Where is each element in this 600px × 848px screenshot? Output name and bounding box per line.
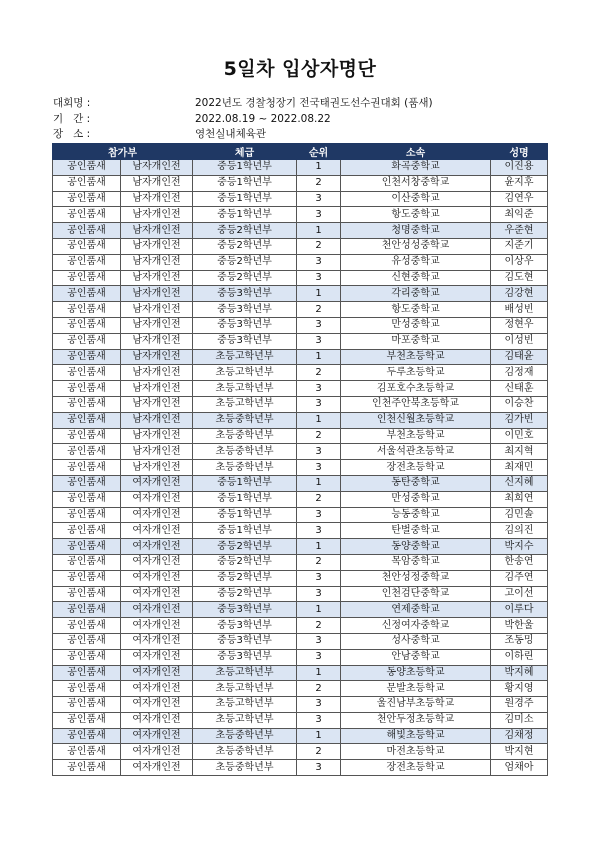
table-row [53, 207, 548, 223]
cell-division: 공인품새 [53, 712, 121, 728]
cell-affiliation: 해빛초등학교 [341, 728, 491, 744]
cell-affiliation: 울진남부초등학교 [341, 697, 491, 713]
cell-affiliation: 신정여자중학교 [341, 618, 491, 634]
cell-affiliation: 인천주안북초등학교 [341, 396, 491, 412]
table-row [53, 333, 548, 349]
cell-division: 공인품새 [53, 633, 121, 649]
event-name-label: 대회명 : [53, 97, 91, 109]
cell-event: 여자개인전 [121, 760, 193, 776]
cell-event: 남자개인전 [121, 381, 193, 397]
table-row [53, 665, 548, 681]
table-row [53, 238, 548, 254]
cell-event: 남자개인전 [121, 223, 193, 239]
table-row [53, 491, 548, 507]
table-row [53, 602, 548, 618]
table-row [53, 191, 548, 207]
cell-weight-class: 중등2학년부 [193, 570, 297, 586]
cell-division: 공인품새 [53, 697, 121, 713]
cell-name: 김미소 [491, 712, 548, 728]
cell-division: 공인품새 [53, 554, 121, 570]
cell-affiliation: 청명중학교 [341, 223, 491, 239]
cell-event: 남자개인전 [121, 191, 193, 207]
table-row [53, 633, 548, 649]
cell-affiliation: 두루초등학교 [341, 365, 491, 381]
cell-affiliation: 항도중학교 [341, 302, 491, 318]
table-row [53, 254, 548, 270]
cell-rank: 3 [297, 333, 341, 349]
cell-rank: 3 [297, 444, 341, 460]
cell-weight-class: 중등3학년부 [193, 602, 297, 618]
cell-weight-class: 중등2학년부 [193, 223, 297, 239]
cell-rank: 3 [297, 523, 341, 539]
cell-event: 여자개인전 [121, 602, 193, 618]
cell-name: 김주연 [491, 570, 548, 586]
event-info [53, 96, 553, 143]
cell-weight-class: 중등1학년부 [193, 507, 297, 523]
cell-event: 여자개인전 [121, 554, 193, 570]
cell-weight-class: 초등고학년부 [193, 712, 297, 728]
cell-name: 배성빈 [491, 302, 548, 318]
cell-name: 우준현 [491, 223, 548, 239]
cell-division: 공인품새 [53, 460, 121, 476]
cell-name: 김연우 [491, 191, 548, 207]
cell-affiliation: 서울석관초등학교 [341, 444, 491, 460]
cell-rank: 2 [297, 238, 341, 254]
table-row [53, 349, 548, 365]
table-row [53, 365, 548, 381]
cell-weight-class: 중등1학년부 [193, 160, 297, 176]
cell-name: 박지현 [491, 744, 548, 760]
table-row [53, 286, 548, 302]
cell-rank: 1 [297, 539, 341, 555]
table-row [53, 697, 548, 713]
cell-division: 공인품새 [53, 681, 121, 697]
cell-event: 남자개인전 [121, 365, 193, 381]
cell-affiliation: 연제중학교 [341, 602, 491, 618]
cell-division: 공인품새 [53, 349, 121, 365]
cell-name: 원경주 [491, 697, 548, 713]
cell-event: 여자개인전 [121, 744, 193, 760]
event-period-value: 2022.08.19 ~ 2022.08.22 [195, 112, 331, 125]
cell-name: 한송연 [491, 554, 548, 570]
cell-event: 여자개인전 [121, 586, 193, 602]
cell-weight-class: 중등2학년부 [193, 254, 297, 270]
cell-event: 남자개인전 [121, 428, 193, 444]
cell-event: 남자개인전 [121, 175, 193, 191]
cell-affiliation: 부천초등학교 [341, 428, 491, 444]
cell-division: 공인품새 [53, 412, 121, 428]
cell-name: 김강현 [491, 286, 548, 302]
cell-division: 공인품새 [53, 302, 121, 318]
cell-affiliation: 천안두정초등학교 [341, 712, 491, 728]
cell-rank: 3 [297, 270, 341, 286]
cell-event: 여자개인전 [121, 633, 193, 649]
cell-name: 최희연 [491, 491, 548, 507]
cell-division: 공인품새 [53, 175, 121, 191]
cell-affiliation: 인천신월초등학교 [341, 412, 491, 428]
event-period-label: 기 간 : [53, 112, 91, 125]
cell-name: 김가빈 [491, 412, 548, 428]
cell-weight-class: 중등3학년부 [193, 302, 297, 318]
cell-rank: 2 [297, 175, 341, 191]
cell-weight-class: 중등2학년부 [193, 539, 297, 555]
cell-affiliation: 능동중학교 [341, 507, 491, 523]
cell-name: 조동밍 [491, 633, 548, 649]
event-name-value: 2022년도 경찰청장기 전국태권도선수권대회 (품새) [195, 97, 433, 109]
page-title: 5일차 입상자명단 [223, 58, 377, 80]
cell-event: 여자개인전 [121, 618, 193, 634]
cell-weight-class: 초등중학년부 [193, 760, 297, 776]
cell-event: 남자개인전 [121, 302, 193, 318]
cell-name: 김민솔 [491, 507, 548, 523]
cell-weight-class: 초등중학년부 [193, 744, 297, 760]
cell-division: 공인품새 [53, 254, 121, 270]
cell-event: 여자개인전 [121, 665, 193, 681]
table-row [53, 728, 548, 744]
cell-affiliation: 김포호수초등학교 [341, 381, 491, 397]
cell-rank: 1 [297, 475, 341, 491]
cell-division: 공인품새 [53, 333, 121, 349]
cell-name: 이루다 [491, 602, 548, 618]
cell-event: 여자개인전 [121, 539, 193, 555]
cell-rank: 3 [297, 381, 341, 397]
cell-weight-class: 초등고학년부 [193, 349, 297, 365]
event-venue-label: 장 소 : [53, 128, 91, 140]
cell-division: 공인품새 [53, 665, 121, 681]
cell-affiliation: 만성중학교 [341, 491, 491, 507]
cell-division: 공인품새 [53, 744, 121, 760]
cell-rank: 3 [297, 507, 341, 523]
cell-weight-class: 초등고학년부 [193, 665, 297, 681]
cell-weight-class: 중등3학년부 [193, 317, 297, 333]
cell-event: 남자개인전 [121, 160, 193, 176]
cell-affiliation: 목암중학교 [341, 554, 491, 570]
cell-division: 공인품새 [53, 160, 121, 176]
cell-name: 이진용 [491, 160, 548, 176]
cell-rank: 2 [297, 302, 341, 318]
table-row [53, 460, 548, 476]
cell-rank: 1 [297, 349, 341, 365]
cell-division: 공인품새 [53, 317, 121, 333]
cell-division: 공인품새 [53, 207, 121, 223]
table-row [53, 160, 548, 176]
cell-name: 이승찬 [491, 396, 548, 412]
cell-division: 공인품새 [53, 223, 121, 239]
cell-division: 공인품새 [53, 238, 121, 254]
cell-division: 공인품새 [53, 444, 121, 460]
table-row [53, 428, 548, 444]
cell-rank: 3 [297, 191, 341, 207]
table-row [53, 444, 548, 460]
table-row [53, 554, 548, 570]
table-row [53, 475, 548, 491]
cell-affiliation: 동탄중학교 [341, 475, 491, 491]
cell-rank: 3 [297, 396, 341, 412]
table-header-row [53, 144, 548, 160]
cell-weight-class: 초등중학년부 [193, 412, 297, 428]
header-rank: 순위 [297, 144, 341, 160]
cell-name: 황지영 [491, 681, 548, 697]
cell-name: 이성빈 [491, 333, 548, 349]
table-row [53, 760, 548, 776]
cell-weight-class: 초등중학년부 [193, 428, 297, 444]
cell-event: 남자개인전 [121, 317, 193, 333]
cell-affiliation: 마전초등학교 [341, 744, 491, 760]
cell-division: 공인품새 [53, 523, 121, 539]
cell-rank: 3 [297, 586, 341, 602]
cell-weight-class: 중등3학년부 [193, 333, 297, 349]
cell-affiliation: 유성중학교 [341, 254, 491, 270]
header-affiliation: 소속 [341, 144, 491, 160]
cell-weight-class: 중등1학년부 [193, 175, 297, 191]
cell-weight-class: 중등3학년부 [193, 649, 297, 665]
table-row [53, 223, 548, 239]
cell-weight-class: 초등고학년부 [193, 381, 297, 397]
cell-division: 공인품새 [53, 365, 121, 381]
cell-event: 남자개인전 [121, 349, 193, 365]
cell-division: 공인품새 [53, 618, 121, 634]
table-row [53, 317, 548, 333]
cell-rank: 3 [297, 697, 341, 713]
cell-division: 공인품새 [53, 191, 121, 207]
cell-rank: 3 [297, 207, 341, 223]
cell-rank: 3 [297, 649, 341, 665]
cell-name: 엄채아 [491, 760, 548, 776]
cell-event: 남자개인전 [121, 270, 193, 286]
cell-name: 김채정 [491, 728, 548, 744]
table-row [53, 523, 548, 539]
cell-weight-class: 초등고학년부 [193, 365, 297, 381]
cell-division: 공인품새 [53, 428, 121, 444]
table-row [53, 681, 548, 697]
cell-weight-class: 중등1학년부 [193, 207, 297, 223]
cell-name: 윤지후 [491, 175, 548, 191]
cell-rank: 2 [297, 554, 341, 570]
table-row [53, 175, 548, 191]
cell-rank: 2 [297, 681, 341, 697]
header-weight-class: 체급 [193, 144, 297, 160]
cell-event: 여자개인전 [121, 728, 193, 744]
cell-weight-class: 중등2학년부 [193, 270, 297, 286]
cell-division: 공인품새 [53, 586, 121, 602]
cell-event: 여자개인전 [121, 491, 193, 507]
cell-weight-class: 초등고학년부 [193, 697, 297, 713]
cell-event: 여자개인전 [121, 523, 193, 539]
table-row [53, 712, 548, 728]
cell-affiliation: 부천초등학교 [341, 349, 491, 365]
cell-rank: 3 [297, 712, 341, 728]
cell-division: 공인품새 [53, 728, 121, 744]
cell-affiliation: 마포중학교 [341, 333, 491, 349]
cell-weight-class: 중등3학년부 [193, 633, 297, 649]
cell-rank: 1 [297, 160, 341, 176]
cell-name: 지준기 [491, 238, 548, 254]
table-row [53, 381, 548, 397]
cell-weight-class: 중등1학년부 [193, 475, 297, 491]
cell-weight-class: 초등고학년부 [193, 681, 297, 697]
cell-event: 남자개인전 [121, 286, 193, 302]
cell-event: 여자개인전 [121, 697, 193, 713]
cell-name: 고이선 [491, 586, 548, 602]
cell-affiliation: 장전초등학교 [341, 760, 491, 776]
cell-name: 신지혜 [491, 475, 548, 491]
cell-rank: 3 [297, 633, 341, 649]
table-row [53, 649, 548, 665]
cell-name: 김의진 [491, 523, 548, 539]
cell-event: 남자개인전 [121, 207, 193, 223]
cell-affiliation: 만성중학교 [341, 317, 491, 333]
cell-event: 여자개인전 [121, 475, 193, 491]
table-row [53, 618, 548, 634]
cell-division: 공인품새 [53, 507, 121, 523]
cell-rank: 1 [297, 728, 341, 744]
cell-rank: 2 [297, 618, 341, 634]
cell-division: 공인품새 [53, 491, 121, 507]
cell-rank: 3 [297, 460, 341, 476]
cell-name: 김도현 [491, 270, 548, 286]
header-name: 성명 [491, 144, 548, 160]
cell-name: 정현우 [491, 317, 548, 333]
cell-affiliation: 이산중학교 [341, 191, 491, 207]
table-row [53, 586, 548, 602]
cell-name: 신태훈 [491, 381, 548, 397]
cell-affiliation: 성사중학교 [341, 633, 491, 649]
cell-division: 공인품새 [53, 381, 121, 397]
table-row [53, 539, 548, 555]
cell-weight-class: 중등3학년부 [193, 618, 297, 634]
cell-division: 공인품새 [53, 570, 121, 586]
cell-event: 남자개인전 [121, 254, 193, 270]
event-period-row [53, 112, 553, 128]
cell-affiliation: 탄벌중학교 [341, 523, 491, 539]
cell-weight-class: 초등중학년부 [193, 460, 297, 476]
table-row [53, 570, 548, 586]
cell-rank: 2 [297, 744, 341, 760]
cell-name: 박한울 [491, 618, 548, 634]
cell-weight-class: 초등중학년부 [193, 728, 297, 744]
cell-weight-class: 중등2학년부 [193, 238, 297, 254]
cell-event: 여자개인전 [121, 570, 193, 586]
cell-affiliation: 동양초등학교 [341, 665, 491, 681]
cell-rank: 3 [297, 254, 341, 270]
cell-rank: 1 [297, 286, 341, 302]
cell-weight-class: 중등3학년부 [193, 286, 297, 302]
cell-affiliation: 화곡중학교 [341, 160, 491, 176]
cell-rank: 1 [297, 412, 341, 428]
cell-affiliation: 동양중학교 [341, 539, 491, 555]
cell-division: 공인품새 [53, 760, 121, 776]
cell-name: 최익준 [491, 207, 548, 223]
cell-event: 여자개인전 [121, 507, 193, 523]
cell-event: 남자개인전 [121, 238, 193, 254]
cell-rank: 3 [297, 570, 341, 586]
cell-name: 김태윤 [491, 349, 548, 365]
cell-event: 남자개인전 [121, 412, 193, 428]
cell-name: 이하린 [491, 649, 548, 665]
cell-rank: 1 [297, 223, 341, 239]
cell-rank: 2 [297, 365, 341, 381]
cell-affiliation: 안남중학교 [341, 649, 491, 665]
cell-event: 여자개인전 [121, 712, 193, 728]
cell-rank: 1 [297, 665, 341, 681]
table-row [53, 270, 548, 286]
cell-weight-class: 중등1학년부 [193, 491, 297, 507]
table-row [53, 396, 548, 412]
cell-rank: 2 [297, 491, 341, 507]
cell-division: 공인품새 [53, 475, 121, 491]
event-venue-row [53, 127, 553, 143]
cell-weight-class: 초등고학년부 [193, 396, 297, 412]
cell-event: 남자개인전 [121, 460, 193, 476]
cell-name: 김정재 [491, 365, 548, 381]
cell-event: 남자개인전 [121, 333, 193, 349]
results-body [53, 160, 548, 776]
cell-affiliation: 각리중학교 [341, 286, 491, 302]
cell-rank: 1 [297, 602, 341, 618]
cell-division: 공인품새 [53, 649, 121, 665]
cell-affiliation: 인천검단중학교 [341, 586, 491, 602]
cell-affiliation: 신현중학교 [341, 270, 491, 286]
cell-division: 공인품새 [53, 270, 121, 286]
table-row [53, 744, 548, 760]
table-row [53, 412, 548, 428]
cell-division: 공인품새 [53, 286, 121, 302]
cell-name: 박지수 [491, 539, 548, 555]
header-division: 참가부 [53, 144, 193, 160]
cell-weight-class: 중등2학년부 [193, 554, 297, 570]
cell-event: 여자개인전 [121, 681, 193, 697]
cell-event: 남자개인전 [121, 444, 193, 460]
cell-affiliation: 장전초등학교 [341, 460, 491, 476]
table-row [53, 302, 548, 318]
cell-weight-class: 중등2학년부 [193, 586, 297, 602]
cell-name: 박지혜 [491, 665, 548, 681]
cell-affiliation: 항도중학교 [341, 207, 491, 223]
cell-event: 남자개인전 [121, 396, 193, 412]
cell-affiliation: 인천서창중학교 [341, 175, 491, 191]
cell-weight-class: 초등중학년부 [193, 444, 297, 460]
table-row [53, 507, 548, 523]
cell-affiliation: 천안성정중학교 [341, 570, 491, 586]
event-venue-value: 영천실내체육관 [195, 128, 267, 140]
cell-rank: 3 [297, 760, 341, 776]
cell-rank: 3 [297, 317, 341, 333]
cell-division: 공인품새 [53, 396, 121, 412]
cell-weight-class: 중등1학년부 [193, 523, 297, 539]
cell-event: 여자개인전 [121, 649, 193, 665]
cell-division: 공인품새 [53, 602, 121, 618]
cell-name: 최지혁 [491, 444, 548, 460]
cell-affiliation: 문발초등학교 [341, 681, 491, 697]
cell-division: 공인품새 [53, 539, 121, 555]
cell-name: 이민호 [491, 428, 548, 444]
cell-weight-class: 중등1학년부 [193, 191, 297, 207]
results-table [52, 143, 548, 776]
cell-affiliation: 천안성성중학교 [341, 238, 491, 254]
cell-name: 최재민 [491, 460, 548, 476]
cell-rank: 2 [297, 428, 341, 444]
event-name-row [53, 96, 553, 112]
cell-name: 이상우 [491, 254, 548, 270]
